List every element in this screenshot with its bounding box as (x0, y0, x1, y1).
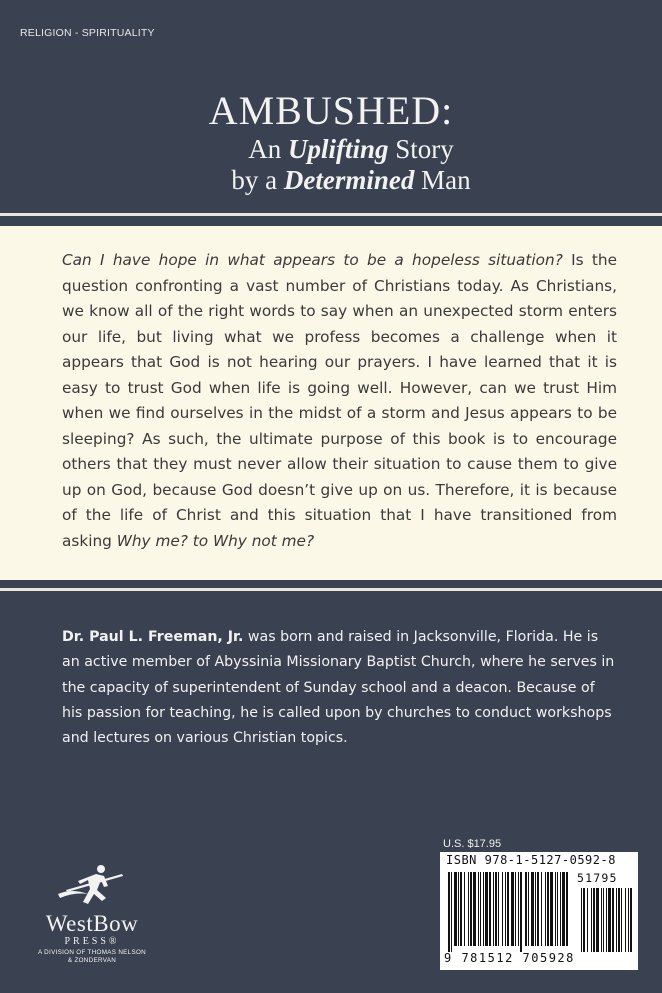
barcode (440, 852, 638, 970)
category-label: RELIGION - SPIRITUALITY (20, 27, 155, 39)
title-line-3: by a Determined Man (231, 165, 471, 195)
divider-bottom (0, 588, 662, 591)
barcode-addon-digits: 51795 (577, 871, 618, 885)
runner-arrow-icon (52, 860, 132, 912)
title-line-2: An Uplifting Story (248, 134, 454, 164)
blurb-text: Can I have hope in what appears to be a hopeless situation? Is the question confronting a vast number of Christians today. As Christians, we know all of the right words to say when an unexpected storm enters our life, but living what we profess becomes a challenge when it appears that God is not hearing our prayers. I have learned that it is easy to trust God when life is going well. However, can we trust Him when we find ourselves in the midst of a storm and Jesus appears to be sleeping? As such, the ultimate purpose of this book is to encourage others that they must never allow their situation to cause them to give up on God, because God doesn’t give up on us. Therefore, it is because of the life of Christ and this situation that I have transitioned from asking Why me? to Why not me? (62, 251, 618, 550)
divider-top (0, 213, 662, 216)
publisher-division: A DIVISION OF THOMAS NELSON & ZONDERVAN (37, 949, 147, 964)
ean-digits: 9 781512 705928 (444, 951, 575, 965)
title-main: AMBUSHED: (208, 88, 454, 133)
isbn-text: ISBN 978-1-5127-0592-8 (446, 853, 616, 867)
price-label: U.S. $17.95 (443, 838, 502, 850)
book-title (0, 88, 662, 196)
author-name: Dr. Paul L. Freeman, Jr. (62, 629, 244, 645)
publisher-name: WestBow (45, 911, 139, 936)
publisher-press: PRESS® (64, 936, 120, 947)
blurb-panel (0, 226, 662, 580)
author-bio: Dr. Paul L. Freeman, Jr. was born and raised in Jacksonville, Florida. He is an active member of Abyssinia Missionary Baptist Church, where he serves in the capacity of superintendent of Sunday school and a deacon. Because of his passion for teaching, he is called upon by churches to conduct workshops and lectures on various Christian topics. (62, 629, 615, 747)
